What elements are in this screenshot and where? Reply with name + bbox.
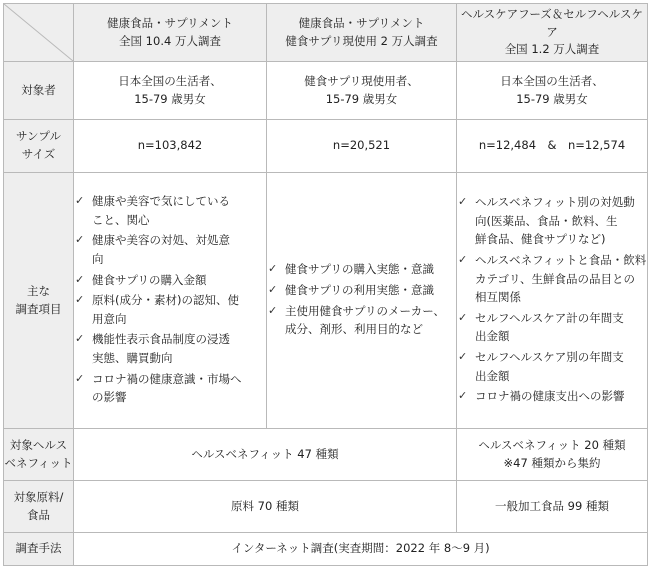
check-list-item-text: 健康や美容の対処、対処意 [92, 233, 230, 248]
check-icon: ✓ [268, 303, 278, 317]
check-list [267, 260, 456, 339]
header-survey-1 [74, 4, 267, 62]
check-list-item-text: 出金額 [475, 368, 510, 383]
header-subtitle: 全国 1.2 万人調査 [504, 42, 600, 57]
check-list-item [74, 370, 266, 407]
header-subtitle: 全国 10.4 万人調査 [119, 33, 221, 48]
row-label-items: 主な 調査項目 [4, 173, 74, 429]
check-icon: ✓ [458, 195, 468, 209]
check-list-item [457, 309, 647, 346]
check-list-item [267, 281, 456, 300]
diagonal-line [4, 4, 73, 61]
check-list-item-text: セルフヘルスケア別の年間支 [475, 350, 624, 365]
check-icon: ✓ [458, 310, 468, 324]
check-list-item [74, 291, 266, 328]
check-list-item-text: 成分、剤形、利用目的など [285, 322, 423, 337]
check-list [74, 192, 266, 407]
check-icon: ✓ [75, 371, 85, 385]
material-row [4, 481, 648, 533]
header-title: 健康食品・サプリメント [298, 15, 425, 30]
target-cell-1: 日本全国の生活者、 15-79 歳男女 [74, 62, 267, 120]
header-title: ヘルスケアフーズ＆セルフヘルスケア [461, 6, 643, 39]
check-list-item-text: カテゴリ、生鮮食品の品目との [475, 271, 635, 286]
check-icon: ✓ [75, 272, 85, 286]
check-list-item-text: コロナ禍の健康意識・市場へ [92, 371, 242, 386]
check-icon: ✓ [75, 194, 85, 208]
check-list-item [457, 193, 647, 249]
items-cell-1 [74, 173, 267, 429]
method-cell: インターネット調査(実査期間：2022 年 8～9 月) [74, 533, 648, 566]
check-list-item [74, 231, 266, 268]
check-list-item [457, 348, 647, 385]
check-list-item-text: 向 [92, 251, 104, 266]
row-label-benefit: 対象ヘルス ベネフィット [4, 429, 74, 481]
check-icon: ✓ [458, 389, 468, 403]
items-cell-3 [457, 173, 648, 429]
check-icon: ✓ [75, 233, 85, 247]
check-list-item-text: コロナ禍の健康支出への影響 [475, 389, 625, 404]
check-list-item-text: 実態、購買動向 [92, 351, 173, 366]
check-list-item [267, 260, 456, 279]
header-subtitle: 健食サプリ現使用 2 万人調査 [285, 33, 438, 48]
check-list-item-text: こと、関心 [92, 212, 150, 227]
sample-cell-2: n=20,521 [267, 120, 457, 173]
row-label-material: 対象原料/ 食品 [4, 481, 74, 533]
material-cell-3: 一般加工食品 99 種類 [457, 481, 648, 533]
target-row [4, 62, 648, 120]
check-list-item-text: 原料(成分・素材)の認知、使 [92, 293, 239, 308]
check-list [457, 193, 647, 406]
row-label-method: 調査手法 [4, 533, 74, 566]
header-row [4, 4, 648, 62]
check-list-item-text: セルフヘルスケア計の年間支 [475, 310, 624, 325]
header-title: 健康食品・サプリメント [107, 15, 233, 30]
benefit-merged-cell: ヘルスベネフィット 47 種類 [74, 429, 457, 481]
check-list-item-text: 健康や美容で気にしている [92, 194, 230, 209]
check-list-item [74, 271, 266, 290]
check-list-item-text: の影響 [92, 390, 127, 405]
check-list-item [74, 192, 266, 229]
items-row [4, 173, 648, 429]
check-list-item [457, 387, 647, 406]
check-list-item-text: ヘルスベネフィット別の対処動 [475, 195, 635, 210]
row-label-target: 対象者 [4, 62, 74, 120]
target-cell-2: 健食サプリ現使用者、 15-79 歳男女 [267, 62, 457, 120]
header-survey-3 [457, 4, 648, 62]
sample-row [4, 120, 648, 173]
check-list-item-text: 健食サプリの利用実態・意識 [285, 282, 435, 297]
benefit-cell-3: ヘルスベネフィット 20 種類 ※47 種類から集約 [457, 429, 648, 481]
check-icon: ✓ [75, 293, 85, 307]
check-list-item-text: 健食サプリの購入金額 [92, 272, 207, 287]
check-list-item-text: 鮮食品、健食サプリなど) [475, 232, 606, 247]
survey-comparison-table [3, 3, 648, 566]
material-merged-cell: 原料 70 種類 [74, 481, 457, 533]
check-list-item [457, 251, 647, 307]
check-list-item-text: 相互関係 [475, 290, 521, 305]
header-survey-2 [267, 4, 457, 62]
check-list-item [267, 302, 456, 339]
check-icon: ✓ [268, 282, 278, 296]
sample-cell-1: n=103,842 [74, 120, 267, 173]
check-list-item-text: 向(医薬品、食品・飲料、生 [475, 213, 618, 228]
check-list-item-text: 用意向 [92, 311, 127, 326]
check-list-item-text: 主使用健食サプリのメーカー、 [285, 303, 445, 318]
check-icon: ✓ [458, 350, 468, 364]
check-list-item [74, 330, 266, 367]
check-list-item-text: 健食サプリの購入実態・意識 [285, 262, 435, 277]
method-row [4, 533, 648, 566]
items-cell-2 [267, 173, 457, 429]
check-icon: ✓ [268, 262, 278, 276]
check-icon: ✓ [75, 332, 85, 346]
check-icon: ✓ [458, 252, 468, 266]
check-list-item-text: ヘルスベネフィットと食品・飲料 [475, 252, 647, 267]
check-list-item-text: 機能性表示食品制度の浸透 [92, 332, 230, 347]
benefit-row [4, 429, 648, 481]
sample-cell-3: n=12,484 & n=12,574 [457, 120, 648, 173]
corner-cell [4, 4, 74, 62]
target-cell-3: 日本全国の生活者、 15-79 歳男女 [457, 62, 648, 120]
row-label-sample: サンプル サイズ [4, 120, 74, 173]
check-list-item-text: 出金額 [475, 329, 510, 344]
